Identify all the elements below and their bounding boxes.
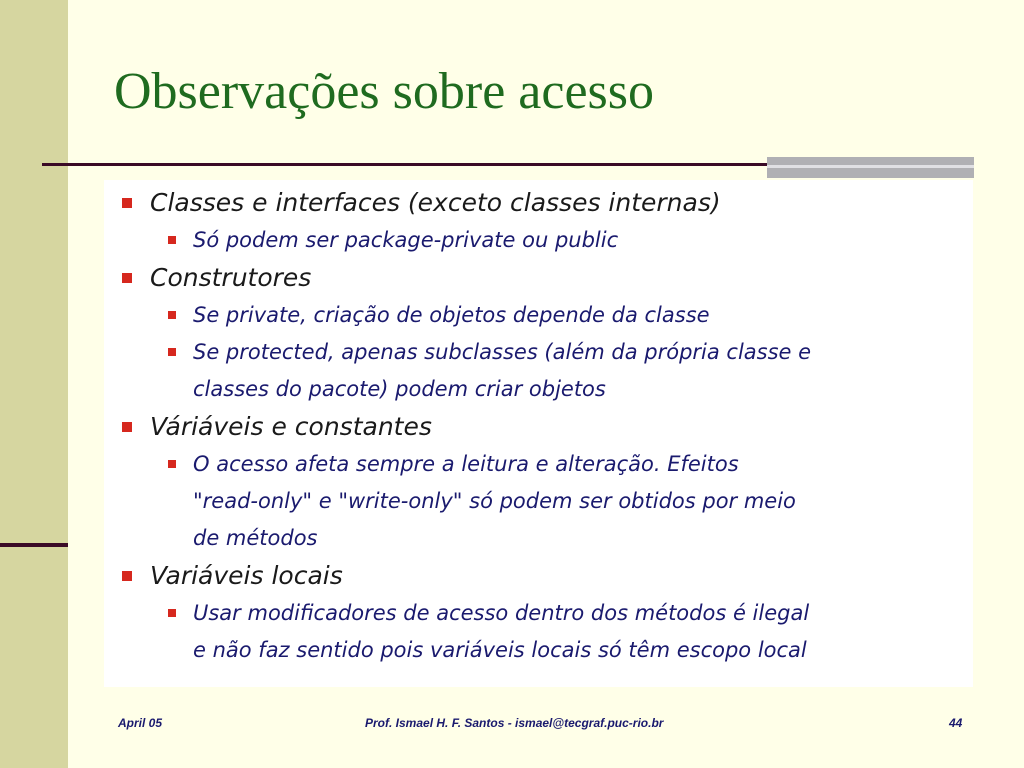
square-bullet-icon: [122, 422, 132, 432]
sub-bullet-text: classes do pacote) podem criar objetos: [193, 377, 606, 401]
sub-bullet-continuation: [104, 632, 973, 669]
slide-title: Observações sobre acesso: [114, 63, 655, 120]
left-decor-rule: [0, 543, 68, 547]
sub-bullet-item: [104, 334, 973, 371]
bullet-text: Construtores: [150, 263, 312, 292]
footer-page-number: 44: [949, 716, 963, 730]
bullet-item: [104, 259, 973, 297]
square-bullet-icon: [168, 311, 176, 319]
sub-bullet-continuation: [104, 520, 973, 557]
sub-bullet-item: [104, 222, 973, 259]
sub-bullet-item: [104, 297, 973, 334]
sub-bullet-item: [104, 595, 973, 632]
sub-bullet-continuation: [104, 483, 973, 520]
sub-bullet-text: Se protected, apenas subclasses (além da própria classe e: [193, 340, 812, 364]
footer-author: Prof. Ismael H. F. Santos - ismael@tecgraf.puc-rio.br: [365, 716, 664, 730]
sub-bullet-text: O acesso afeta sempre a leitura e alteração. Efeitos: [193, 452, 739, 476]
bullet-text: Classes e interfaces (exceto classes internas): [150, 188, 721, 217]
sub-bullet-text: Usar modificadores de acesso dentro dos métodos é ilegal: [193, 601, 810, 625]
bullet-item: [104, 408, 973, 446]
sub-bullet-text: e não faz sentido pois variáveis locais só têm escopo local: [193, 638, 807, 662]
title-accent-bar: [767, 157, 974, 178]
bullet-item: [104, 184, 973, 222]
sub-bullet-text: Só podem ser package-private ou public: [193, 228, 619, 252]
sub-bullet-text: Se private, criação de objetos depende da classe: [193, 303, 710, 327]
square-bullet-icon: [168, 460, 176, 468]
slide-content: [104, 180, 973, 687]
sub-bullet-item: [104, 446, 973, 483]
bullet-item: [104, 557, 973, 595]
square-bullet-icon: [122, 198, 132, 208]
footer-date: April 05: [118, 716, 163, 730]
square-bullet-icon: [168, 236, 176, 244]
sub-bullet-text: "read-only" e "write-only" só podem ser obtidos por meio: [193, 489, 796, 513]
sub-bullet-continuation: [104, 371, 973, 408]
bullet-text: Váriáveis e constantes: [150, 412, 432, 441]
left-decor-band: [0, 0, 68, 768]
sub-bullet-text: de métodos: [193, 526, 318, 550]
square-bullet-icon: [168, 609, 176, 617]
square-bullet-icon: [168, 348, 176, 356]
square-bullet-icon: [122, 571, 132, 581]
bullet-text: Variáveis locais: [150, 561, 343, 590]
square-bullet-icon: [122, 273, 132, 283]
